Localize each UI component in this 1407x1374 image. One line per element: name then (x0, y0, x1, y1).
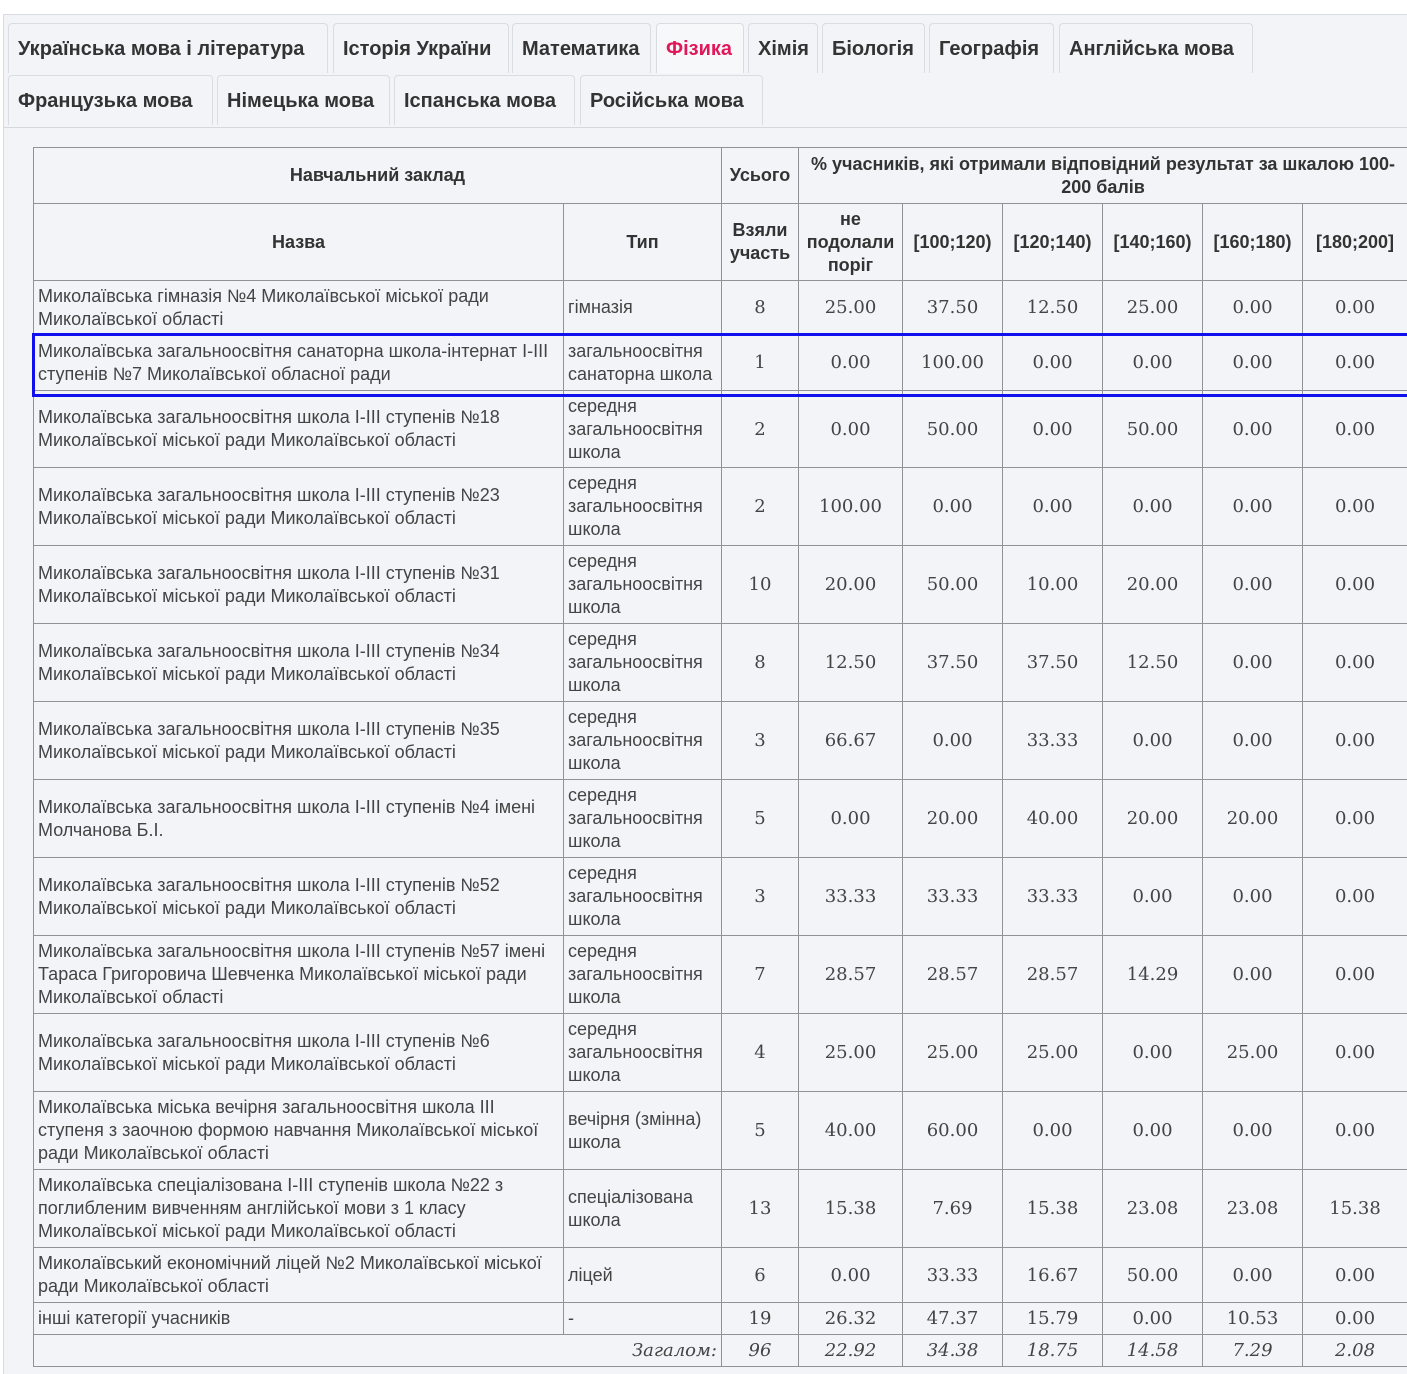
tab-ukrainian-language-literature[interactable]: Українська мова і література (8, 23, 328, 73)
cell-type: спеціалізована школа (564, 1170, 722, 1248)
total-range-100-120: 34.38 (903, 1335, 1003, 1367)
cell-range-180-200: 0.00 (1303, 546, 1407, 624)
total-range-120-140: 18.75 (1003, 1335, 1103, 1367)
cell-type: гімназія (564, 281, 722, 335)
header-total: Усього (722, 148, 799, 204)
cell-range-140-160: 50.00 (1103, 1248, 1203, 1303)
cell-type: середня загальноосвітня школа (564, 780, 722, 858)
tab-geography[interactable]: Географія (929, 23, 1054, 73)
cell-not-passed: 15.38 (799, 1170, 903, 1248)
cell-range-180-200: 0.00 (1303, 1303, 1407, 1335)
tab-english[interactable]: Англійська мова (1059, 23, 1253, 73)
table-row (34, 1092, 1407, 1170)
cell-range-100-120: 7.69 (903, 1170, 1003, 1248)
cell-range-100-120: 25.00 (903, 1014, 1003, 1092)
cell-range-120-140: 28.57 (1003, 936, 1103, 1014)
cell-range-100-120: 0.00 (903, 468, 1003, 546)
cell-range-140-160: 0.00 (1103, 335, 1203, 391)
cell-range-180-200: 0.00 (1303, 1014, 1407, 1092)
cell-type: середня загальноосвітня школа (564, 858, 722, 936)
cell-name: Миколаївська спеціалізована І-ІІІ ступенів школа №22 з поглибленим вивченням англійської мови з 1 класу Миколаївської міської ради Миколаївської області (34, 1170, 564, 1248)
header-name: Назва (34, 204, 564, 281)
cell-name: Миколаївська загальноосвітня школа І-ІІІ ступенів №4 імені Молчанова Б.І. (34, 780, 564, 858)
cell-range-160-180: 0.00 (1203, 624, 1303, 702)
cell-not-passed: 40.00 (799, 1092, 903, 1170)
table-row (34, 281, 1407, 335)
table-row (34, 624, 1407, 702)
header-range-160-180: [160;180) (1203, 204, 1303, 281)
cell-range-100-120: 0.00 (903, 702, 1003, 780)
table-row-highlighted (34, 335, 1407, 391)
cell-not-passed: 0.00 (799, 780, 903, 858)
header-not-passed: не подолали поріг (799, 204, 903, 281)
cell-range-180-200: 0.00 (1303, 936, 1407, 1014)
header-range-100-120: [100;120) (903, 204, 1003, 281)
header-type: Тип (564, 204, 722, 281)
cell-name: Миколаївська загальноосвітня школа І-ІІІ ступенів №18 Миколаївської міської ради Миколаївської області (34, 391, 564, 468)
header-institution: Навчальний заклад (34, 148, 722, 204)
cell-name: Миколаївська загальноосвітня школа І-ІІІ ступенів №35 Миколаївської міської ради Миколаївської області (34, 702, 564, 780)
cell-name: Миколаївська гімназія №4 Миколаївської міської ради Миколаївської області (34, 281, 564, 335)
total-range-160-180: 7.29 (1203, 1335, 1303, 1367)
cell-range-160-180: 23.08 (1203, 1170, 1303, 1248)
cell-range-160-180: 0.00 (1203, 1092, 1303, 1170)
cell-name: Миколаївська загальноосвітня школа І-ІІІ ступенів №57 імені Тараса Григоровича Шевченка Миколаївської міської ради Миколаївської області (34, 936, 564, 1014)
cell-range-140-160: 14.29 (1103, 936, 1203, 1014)
cell-not-passed: 66.67 (799, 702, 903, 780)
cell-range-140-160: 0.00 (1103, 702, 1203, 780)
tab-french[interactable]: Французька мова (8, 75, 213, 125)
cell-range-160-180: 0.00 (1203, 391, 1303, 468)
cell-range-140-160: 25.00 (1103, 281, 1203, 335)
cell-name: Миколаївська загальноосвітня школа І-ІІІ ступенів №31 Миколаївської міської ради Миколаївської області (34, 546, 564, 624)
cell-range-180-200: 0.00 (1303, 281, 1407, 335)
cell-count: 3 (722, 702, 799, 780)
cell-type: середня загальноосвітня школа (564, 1014, 722, 1092)
cell-range-120-140: 15.79 (1003, 1303, 1103, 1335)
table-row (34, 936, 1407, 1014)
cell-range-120-140: 10.00 (1003, 546, 1103, 624)
cell-range-100-120: 47.37 (903, 1303, 1003, 1335)
cell-not-passed: 100.00 (799, 468, 903, 546)
table-row (34, 546, 1407, 624)
cell-range-140-160: 0.00 (1103, 1092, 1203, 1170)
cell-range-160-180: 10.53 (1203, 1303, 1303, 1335)
cell-range-100-120: 100.00 (903, 335, 1003, 391)
cell-range-120-140: 25.00 (1003, 1014, 1103, 1092)
tab-german[interactable]: Німецька мова (217, 75, 390, 125)
cell-range-140-160: 0.00 (1103, 1303, 1203, 1335)
cell-type: загальноосвітня санаторна школа (564, 335, 722, 391)
cell-range-160-180: 0.00 (1203, 1248, 1303, 1303)
cell-range-100-120: 37.50 (903, 281, 1003, 335)
cell-type: середня загальноосвітня школа (564, 468, 722, 546)
cell-range-140-160: 0.00 (1103, 858, 1203, 936)
cell-range-180-200: 0.00 (1303, 780, 1407, 858)
cell-range-120-140: 0.00 (1003, 391, 1103, 468)
tab-physics[interactable]: Фізика (656, 23, 744, 73)
tab-russian[interactable]: Російська мова (580, 75, 763, 125)
cell-count: 2 (722, 468, 799, 546)
cell-not-passed: 0.00 (799, 1248, 903, 1303)
table-row (34, 1303, 1407, 1335)
cell-range-100-120: 60.00 (903, 1092, 1003, 1170)
table-row (34, 702, 1407, 780)
table-row (34, 1170, 1407, 1248)
cell-range-160-180: 20.00 (1203, 780, 1303, 858)
header-row-top (34, 148, 1407, 204)
content-panel (3, 14, 1407, 1374)
header-participated: Взяли участь (722, 204, 799, 281)
results-table (33, 147, 1407, 1367)
cell-count: 5 (722, 780, 799, 858)
cell-range-100-120: 50.00 (903, 391, 1003, 468)
cell-not-passed: 25.00 (799, 281, 903, 335)
cell-range-160-180: 0.00 (1203, 702, 1303, 780)
cell-range-120-140: 33.33 (1003, 702, 1103, 780)
cell-range-140-160: 12.50 (1103, 624, 1203, 702)
cell-name: інші категорії учасників (34, 1303, 564, 1335)
cell-range-180-200: 0.00 (1303, 1092, 1407, 1170)
cell-name: Миколаївський економічний ліцей №2 Миколаївської міської ради Миколаївської області (34, 1248, 564, 1303)
cell-range-120-140: 16.67 (1003, 1248, 1103, 1303)
subject-tabs (4, 15, 1407, 128)
tab-history-of-ukraine[interactable]: Історія України (333, 23, 509, 73)
table-row (34, 468, 1407, 546)
cell-range-100-120: 28.57 (903, 936, 1003, 1014)
cell-not-passed: 0.00 (799, 391, 903, 468)
cell-range-180-200: 0.00 (1303, 624, 1407, 702)
cell-type: - (564, 1303, 722, 1335)
cell-range-160-180: 0.00 (1203, 858, 1303, 936)
cell-count: 1 (722, 335, 799, 391)
cell-range-100-120: 50.00 (903, 546, 1003, 624)
cell-range-180-200: 0.00 (1303, 335, 1407, 391)
cell-count: 8 (722, 281, 799, 335)
cell-range-160-180: 0.00 (1203, 546, 1303, 624)
cell-name: Миколаївська загальноосвітня школа І-ІІІ ступенів №34 Миколаївської міської ради Миколаївської області (34, 624, 564, 702)
cell-range-180-200: 0.00 (1303, 702, 1407, 780)
tab-biology[interactable]: Біологія (822, 23, 925, 73)
cell-range-180-200: 0.00 (1303, 391, 1407, 468)
cell-range-120-140: 0.00 (1003, 468, 1103, 546)
cell-not-passed: 25.00 (799, 1014, 903, 1092)
header-range-140-160: [140;160) (1103, 204, 1203, 281)
cell-name: Миколаївська загальноосвітня санаторна школа-інтернат І-ІІІ ступенів №7 Миколаївської обласної ради (34, 335, 564, 391)
cell-range-140-160: 23.08 (1103, 1170, 1203, 1248)
cell-count: 5 (722, 1092, 799, 1170)
cell-type: вечірня (змінна) школа (564, 1092, 722, 1170)
header-range-180-200: [180;200] (1303, 204, 1407, 281)
cell-range-180-200: 0.00 (1303, 468, 1407, 546)
cell-range-120-140: 0.00 (1003, 335, 1103, 391)
cell-range-100-120: 33.33 (903, 858, 1003, 936)
cell-count: 8 (722, 624, 799, 702)
cell-range-160-180: 0.00 (1203, 281, 1303, 335)
table-row (34, 780, 1407, 858)
header-row-bottom (34, 204, 1407, 281)
cell-type: ліцей (564, 1248, 722, 1303)
cell-range-120-140: 40.00 (1003, 780, 1103, 858)
cell-count: 2 (722, 391, 799, 468)
cell-name: Миколаївська загальноосвітня школа І-ІІІ ступенів №52 Миколаївської міської ради Миколаївської області (34, 858, 564, 936)
table-row (34, 858, 1407, 936)
total-range-180-200: 2.08 (1303, 1335, 1407, 1367)
tab-chemistry[interactable]: Хімія (748, 23, 818, 73)
cell-range-160-180: 0.00 (1203, 468, 1303, 546)
cell-name: Миколаївська міська вечірня загальноосвітня школа ІІІ ступеня з заочною формою навчання Миколаївської міської ради Миколаївської області (34, 1092, 564, 1170)
cell-range-160-180: 0.00 (1203, 335, 1303, 391)
cell-count: 3 (722, 858, 799, 936)
cell-not-passed: 33.33 (799, 858, 903, 936)
cell-range-160-180: 0.00 (1203, 936, 1303, 1014)
cell-range-180-200: 0.00 (1303, 858, 1407, 936)
cell-count: 4 (722, 1014, 799, 1092)
cell-count: 6 (722, 1248, 799, 1303)
header-percent-group: % учасників, які отримали відповідний результат за шкалою 100-200 балів (799, 148, 1407, 204)
cell-range-180-200: 0.00 (1303, 1248, 1407, 1303)
total-label: Загалом: (34, 1335, 722, 1367)
cell-range-120-140: 37.50 (1003, 624, 1103, 702)
cell-range-100-120: 37.50 (903, 624, 1003, 702)
cell-count: 19 (722, 1303, 799, 1335)
header-range-120-140: [120;140) (1003, 204, 1103, 281)
total-count: 96 (722, 1335, 799, 1367)
tab-spanish[interactable]: Іспанська мова (394, 75, 575, 125)
cell-range-140-160: 20.00 (1103, 780, 1203, 858)
cell-range-120-140: 12.50 (1003, 281, 1103, 335)
cell-range-180-200: 15.38 (1303, 1170, 1407, 1248)
cell-range-140-160: 50.00 (1103, 391, 1203, 468)
cell-range-140-160: 0.00 (1103, 1014, 1203, 1092)
table-row (34, 391, 1407, 468)
total-row (34, 1335, 1407, 1367)
cell-not-passed: 12.50 (799, 624, 903, 702)
total-not-passed: 22.92 (799, 1335, 903, 1367)
cell-range-160-180: 25.00 (1203, 1014, 1303, 1092)
cell-range-120-140: 15.38 (1003, 1170, 1103, 1248)
table-row (34, 1248, 1407, 1303)
table-row (34, 1014, 1407, 1092)
cell-name: Миколаївська загальноосвітня школа І-ІІІ ступенів №23 Миколаївської міської ради Миколаївської області (34, 468, 564, 546)
cell-count: 13 (722, 1170, 799, 1248)
cell-not-passed: 20.00 (799, 546, 903, 624)
cell-type: середня загальноосвітня школа (564, 624, 722, 702)
cell-type: середня загальноосвітня школа (564, 546, 722, 624)
cell-count: 10 (722, 546, 799, 624)
cell-range-120-140: 0.00 (1003, 1092, 1103, 1170)
cell-name: Миколаївська загальноосвітня школа І-ІІІ ступенів №6 Миколаївської міської ради Миколаївської області (34, 1014, 564, 1092)
cell-range-140-160: 0.00 (1103, 468, 1203, 546)
cell-range-120-140: 33.33 (1003, 858, 1103, 936)
cell-type: середня загальноосвітня школа (564, 936, 722, 1014)
cell-count: 7 (722, 936, 799, 1014)
cell-not-passed: 26.32 (799, 1303, 903, 1335)
cell-type: середня загальноосвітня школа (564, 702, 722, 780)
tab-mathematics[interactable]: Математика (512, 23, 651, 73)
cell-range-100-120: 33.33 (903, 1248, 1003, 1303)
cell-range-140-160: 20.00 (1103, 546, 1203, 624)
cell-range-100-120: 20.00 (903, 780, 1003, 858)
cell-not-passed: 28.57 (799, 936, 903, 1014)
total-range-140-160: 14.58 (1103, 1335, 1203, 1367)
cell-not-passed: 0.00 (799, 335, 903, 391)
cell-type: середня загальноосвітня школа (564, 391, 722, 468)
